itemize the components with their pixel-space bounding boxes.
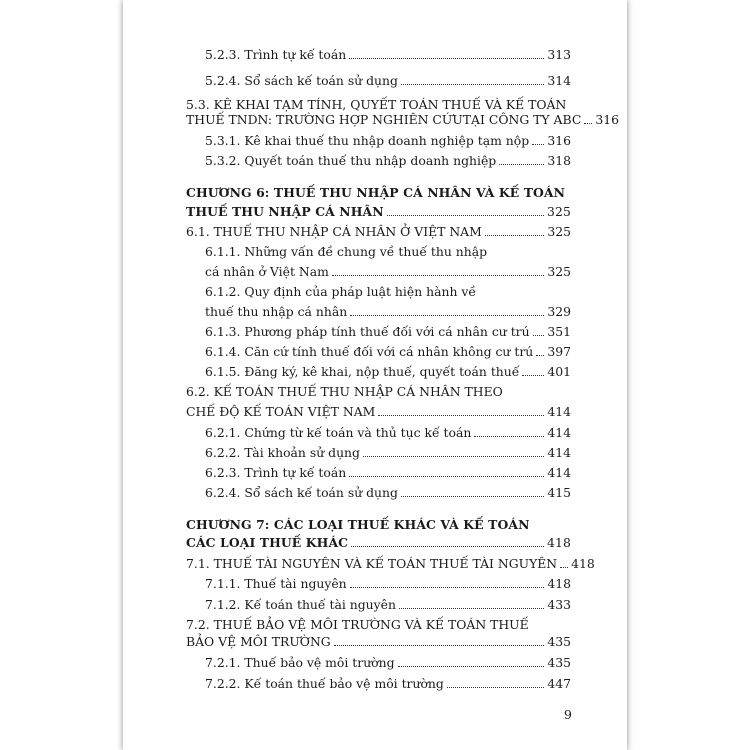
toc-entry-title: cá nhân ở Việt Nam [205,264,329,279]
leader-dots [522,375,544,376]
toc-entry-title: 6.2.1. Chứng từ kế toán và thủ tục kế toán [205,425,472,440]
toc-entry-7-1-2 [205,598,571,612]
toc-entry-title: THUẾ TNDN: TRƯỜNG HỢP NGHIÊN CỨUTẠI CÔNG TY ABC [186,112,582,127]
toc-entry-page: 418 [547,535,571,550]
toc-entry-title: 6.2.4. Sổ sách kế toán sử dụng [205,485,398,500]
toc-section-6-1 [186,225,571,239]
leader-dots [536,355,544,356]
leader-dots [387,215,544,216]
toc-entry-page: 415 [547,485,571,500]
toc-chapter-7-line2 [186,536,571,550]
toc-entry-title: CHẾ ĐỘ KẾ TOÁN VIỆT NAM [186,404,376,419]
leader-dots [350,587,545,588]
toc-entry-title: 5.2.3. Trình tự kế toán [205,47,347,62]
leader-dots [401,84,544,85]
toc-entry-5-3-2 [205,154,571,168]
toc-entry-5-2-4 [205,74,571,88]
toc-chapter-6-line2 [186,205,571,219]
toc-entry-page: 325 [547,204,571,219]
toc-entry-title: THUẾ THU NHẬP CÁ NHÂN [186,204,384,219]
toc-entry-title: 6.1.3. Phương pháp tính thuế đối với cá nhân cư trú [205,324,530,339]
toc-entry-page: 329 [547,304,571,319]
toc-entry-title: thuế thu nhập cá nhân [205,304,348,319]
toc-entry-title: 7.2.1. Thuế bảo vệ môi trường [205,655,395,670]
leader-dots [401,496,544,497]
leader-dots [560,567,568,568]
leader-dots [584,123,592,124]
toc-entry-6-1-1-line1: 6.1.1. Những vấn đề chung về thuế thu nhập [205,244,488,259]
toc-entry-page: 325 [547,264,571,279]
page-number: 9 [564,707,572,722]
toc-entry-page: 316 [595,112,619,127]
toc-entry-page: 313 [547,47,571,62]
leader-dots [447,687,545,688]
toc-entry-7-2-2 [205,677,571,691]
toc-entry-title: 7.1.2. Kế toán thuế tài nguyên [205,597,396,612]
toc-section-5-3-line2 [186,112,619,127]
toc-entry-page: 414 [547,445,571,460]
toc-entry-page: 414 [547,425,571,440]
toc-entry-6-1-2-line1: 6.1.2. Quy định của pháp luật hiện hành về [205,284,477,299]
leader-dots [533,335,545,336]
toc-entry-5-2-3 [205,48,571,62]
toc-entry-page: 318 [547,153,571,168]
toc-entry-6-1-5 [205,365,571,379]
leader-dots [532,144,544,145]
toc-section-6-2-line1: 6.2. KẾ TOÁN THUẾ THU NHẬP CÁ NHÂN THEO [186,384,503,399]
leader-dots [363,456,544,457]
toc-entry-page: 435 [547,655,571,670]
leader-dots [349,476,544,477]
toc-entry-title: 6.2.3. Trình tự kế toán [205,465,347,480]
toc-entry-5-3-1 [205,134,571,148]
toc-entry-title: 6.1.5. Đăng ký, kê khai, nộp thuế, quyết toán thuế [205,364,520,379]
toc-entry-page: 401 [547,364,571,379]
toc-entry-title: 5.3.2. Quyết toán thuế thu nhập doanh nghiệp [205,153,497,168]
toc-entry-title: 6.1.4. Căn cứ tính thuế đối với cá nhân không cư trú [205,344,534,359]
leader-dots [349,58,544,59]
toc-entry-page: 418 [547,576,571,591]
leader-dots [499,164,544,165]
toc-entry-page: 433 [547,597,571,612]
leader-dots [399,608,544,609]
toc-entry-page: 325 [547,224,571,239]
leader-dots [332,275,544,276]
toc-entry-6-2-1 [205,426,571,440]
toc-entry-6-1-1-line2 [205,265,571,279]
toc-entry-page: 414 [547,404,571,419]
toc-section-6-2-line2 [186,405,571,419]
leader-dots [334,645,545,646]
leader-dots [474,436,544,437]
toc-entry-page: 351 [547,324,571,339]
leader-dots [350,315,544,316]
toc-entry-page: 435 [547,634,571,649]
leader-dots [378,415,544,416]
toc-entry-6-1-4 [205,345,571,359]
toc-entry-6-1-3 [205,325,571,339]
toc-entry-page: 397 [547,344,571,359]
toc-section-7-2-line1: 7.2. THUẾ BẢO VỆ MÔI TRƯỜNG VÀ KẾ TOÁN THUẾ [186,617,529,632]
toc-entry-page: 414 [547,465,571,480]
toc-entry-6-1-2-line2 [205,305,571,319]
toc-section-7-1 [186,556,595,571]
toc-section-7-2-line2 [186,635,571,649]
toc-entry-title: 7.2.2. Kế toán thuế bảo vệ môi trường [205,676,444,691]
toc-entry-title: CÁC LOẠI THUẾ KHÁC [186,535,349,550]
toc-entry-page: 316 [547,133,571,148]
toc-entry-title: 5.2.4. Sổ sách kế toán sử dụng [205,73,398,88]
toc-entry-page: 314 [547,73,571,88]
toc-section-5-3-line1: 5.3. KÊ KHAI TẠM TÍNH, QUYẾT TOÁN THUẾ VÀ KẾ TOÁN [186,97,567,112]
toc-entry-page: 418 [571,556,595,571]
toc-entry-title: 7.1. THUẾ TÀI NGUYÊN VÀ KẾ TOÁN THUẾ TÀI NGUYÊN [186,556,558,571]
toc-entry-title: BẢO VỆ MÔI TRƯỜNG [186,634,331,649]
toc-entry-title: 7.1.1. Thuế tài nguyên [205,576,347,591]
leader-dots [351,546,544,547]
toc-entry-title: 5.3.1. Kê khai thuế thu nhập doanh nghiệp tạm nộp [205,133,530,148]
leader-dots [398,666,545,667]
toc-entry-7-2-1 [205,656,571,670]
leader-dots [485,235,545,236]
toc-entry-title: 6.1. THUẾ THU NHẬP CÁ NHÂN Ở VIỆT NAM [186,224,482,239]
toc-chapter-6-line1: CHƯƠNG 6: THUẾ THU NHẬP CÁ NHÂN VÀ KẾ TOÁN [186,185,566,200]
toc-entry-6-2-4 [205,486,571,500]
toc-entry-page: 447 [547,676,571,691]
toc-entry-title: 6.2.2. Tài khoản sử dụng [205,445,360,460]
toc-chapter-7-line1: CHƯƠNG 7: CÁC LOẠI THUẾ KHÁC VÀ KẾ TOÁN [186,517,530,532]
toc-entry-6-2-2 [205,446,571,460]
toc-entry-7-1-1 [205,577,571,591]
toc-entry-6-2-3 [205,466,571,480]
